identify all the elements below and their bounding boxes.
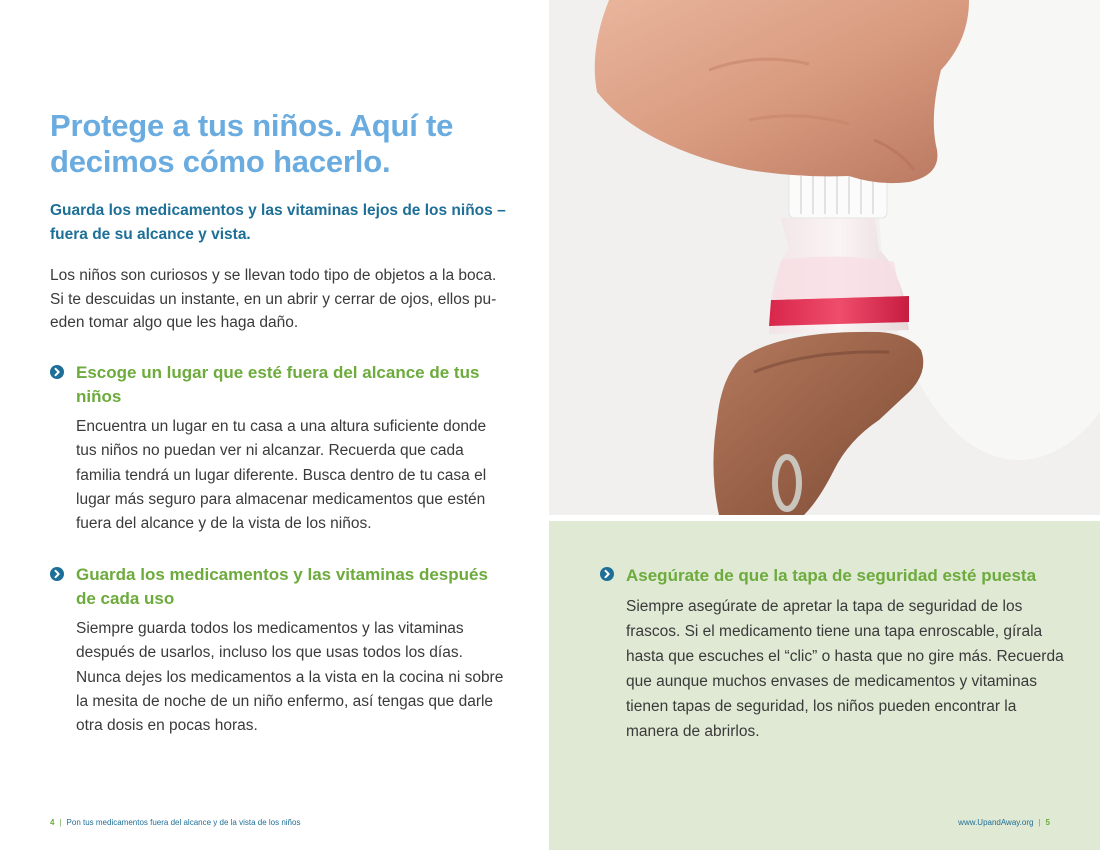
page-title: Protege a tus niños. Aquí te decimos cómo hacerlo. (50, 108, 454, 179)
chevron-circle-icon (600, 567, 614, 581)
hands-opening-medicine-bottle-photo (549, 0, 1100, 515)
intro-paragraph: Los niños son curiosos y se llevan todo tipo de objetos a la boca. Si te descuidas un instante, en un abrir y cerrar de ojos, ellos pueden tomar algo que les haga daño. (50, 267, 497, 331)
section-body: Encuentra un lugar en tu casa a una altura suficiente donde tus niños no puedan ver ni alcanzar. Recuerda que cada familia tendrá un lugar diferente. Busca dentro de tu casa el lugar más seguro para almacenar medicamentos que estén fuera del alcance y de la vista de los niños. (76, 418, 487, 533)
section-store-after-use (50, 563, 505, 738)
section-heading (50, 361, 505, 409)
section-choose-place (50, 361, 505, 536)
footer-text: Pon tus medicamentos fuera del alcance y de la vista de los niños (66, 818, 301, 827)
chevron-circle-icon (50, 567, 64, 581)
intro-subtitle: Guarda los medicamentos y las vitaminas lejos de los niños – fuera de su alcance y vista. (50, 202, 506, 243)
left-page (0, 0, 549, 850)
chevron-circle-icon (50, 365, 64, 379)
footer-separator: | (59, 818, 62, 827)
footer-separator: | (1038, 818, 1041, 827)
section-title: Asegúrate de que la tapa de seguridad esté puesta (626, 566, 1037, 585)
page-number: 4 (50, 818, 55, 827)
footer-url[interactable]: www.UpandAway.org (958, 818, 1034, 827)
section-safety-cap (600, 563, 1070, 744)
section-title: Guarda los medicamentos y las vitaminas después de cada uso (76, 565, 488, 608)
section-heading (600, 563, 1070, 588)
footer-right (958, 818, 1050, 827)
page-number: 5 (1045, 818, 1050, 827)
section-heading (50, 563, 505, 611)
section-body: Siempre guarda todos los medicamentos y las vitaminas después de usarlos, incluso los que usas todos los días. Nunca dejes los medicamentos a la vista en la cocina ni sobre la mesita de noche de un niño enfermo, así tengas que darle otra dosis en pocas horas. (76, 620, 504, 735)
section-title: Escoge un lugar que esté fuera del alcance de tus niños (76, 363, 480, 406)
photo-divider (549, 515, 1100, 521)
section-body: Siempre asegúrate de apretar la tapa de seguridad de los frascos. Si el medicamento tiene una tapa enroscable, gírala hasta que escuches el “clic” o hasta que no gire más. Recuerda que aunque muchos envases de medicamentos y vitaminas tienen tapas de seguridad, los niños pueden encontrar la manera de abrirlos. (626, 598, 1064, 740)
right-page (549, 0, 1100, 850)
footer-left (50, 818, 300, 827)
